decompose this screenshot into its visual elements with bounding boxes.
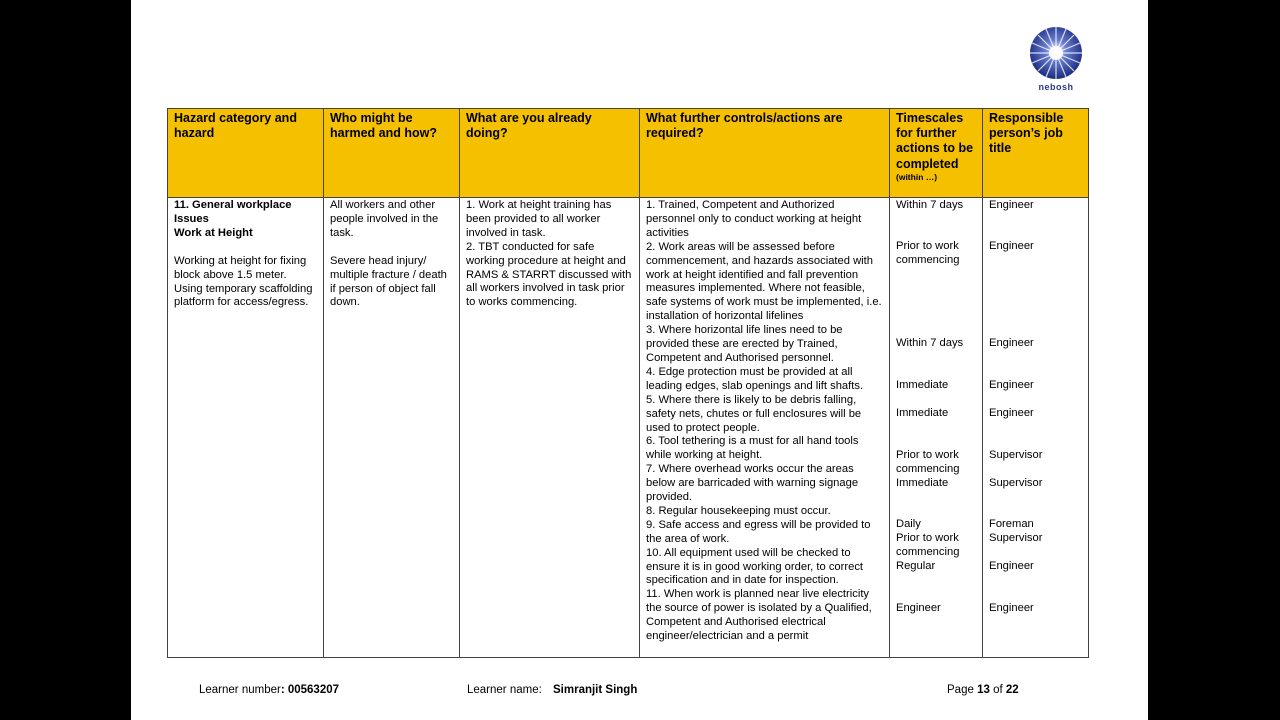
timescale-item: Immediate <box>896 379 949 391</box>
action-item: 3. Where horizontal life lines need to be provided these are erected by Trained, Competent and Authorised personnel. <box>646 324 843 364</box>
timescales-cell <box>890 198 983 658</box>
page-total: 22 <box>1005 684 1019 696</box>
timescale-item: Prior to work commencing <box>896 449 960 475</box>
timescale-item: Within 7 days <box>896 199 964 211</box>
timescale-item: Within 7 days <box>896 337 964 349</box>
header-further: What further controls/actions are required? <box>640 109 890 198</box>
footer-learner-name <box>467 684 637 696</box>
action-item: 9. Safe access and egress will be provided to the area of work. <box>646 518 871 545</box>
header-hazard: Hazard category and hazard <box>168 109 324 198</box>
timescale-item: Daily <box>896 518 921 530</box>
timescale-item: Immediate <box>896 477 949 489</box>
action-item: 4. Edge protection must be provided at all leading edges, slab openings and lift shafts. <box>646 365 864 392</box>
doing-text: 1. Work at height training has been provided to all worker involved in task. <box>466 199 612 239</box>
header-who: Who might be harmed and how? <box>324 109 460 198</box>
who-text: Severe head injury/ multiple fracture / death if person of object fall down. <box>330 254 447 309</box>
responsible-item: Supervisor <box>989 449 1043 461</box>
timescale-item: Regular <box>896 560 936 572</box>
learner-number-label: Learner number <box>199 684 281 696</box>
responsible-item: Engineer <box>989 199 1034 211</box>
header-responsible: Responsible person’s job title <box>983 109 1089 198</box>
table-row <box>168 198 1089 658</box>
action-item: 6. Tool tethering is a must for all hand tools while working at height. <box>646 435 859 462</box>
document-page <box>131 0 1148 720</box>
doing-cell <box>460 198 640 658</box>
nebosh-logo-text: nebosh <box>1038 82 1074 92</box>
action-item: 10. All equipment used will be checked to ensure it is in good working order, to correct specification and in date for inspection. <box>646 546 864 587</box>
action-item: 2. Work areas will be assessed before commencement, and hazards associated with work at height identified and fall prevention measures implemented. Where not feasible, safe systems of work must be implemented, i.e. installation of horizontal lifelines <box>646 240 882 323</box>
responsible-item: Engineer <box>989 379 1034 391</box>
action-item: 8. Regular housekeeping must occur. <box>646 504 831 517</box>
action-item: 1. Trained, Competent and Authorized personnel only to conduct working at height activities <box>646 199 862 239</box>
timescale-item: Immediate <box>896 407 949 419</box>
action-item: 7. Where overhead works occur the areas below are barricaded with warning signage provided. <box>646 463 859 504</box>
timescale-item: Prior to work commencing <box>896 532 960 558</box>
responsible-item: Engineer <box>989 337 1034 349</box>
responsible-item: Supervisor <box>989 477 1043 489</box>
header-timescales <box>890 109 983 198</box>
responsible-item: Engineer <box>989 602 1034 614</box>
learner-number-value: : 00563207 <box>280 684 340 696</box>
hazard-cell <box>168 198 324 658</box>
learner-name-label: Learner name: <box>467 684 542 696</box>
nebosh-globe-icon <box>1024 25 1088 83</box>
page-current: 13 <box>977 684 990 696</box>
responsible-item: Engineer <box>989 407 1034 419</box>
header-timescales-within: (within …) <box>896 171 938 182</box>
who-cell <box>324 198 460 658</box>
page-label: Page <box>947 684 974 696</box>
timescale-item: Engineer <box>896 602 941 614</box>
page-of: of <box>993 684 1003 696</box>
risk-assessment-table <box>167 108 1089 658</box>
header-doing: What are you already doing? <box>460 109 640 198</box>
responsible-cell <box>983 198 1089 658</box>
doing-text: 2. TBT conducted for safe working procedure at height and RAMS & STARRT discussed with all workers involved in task prior to works commencing. <box>466 240 632 309</box>
hazard-description: Using temporary scaffolding platform for access/egress. <box>174 282 313 309</box>
further-cell <box>640 198 890 658</box>
who-text: All workers and other people involved in the task. <box>330 199 439 239</box>
responsible-item: Engineer <box>989 560 1034 572</box>
table-header-row <box>168 109 1089 198</box>
hazard-category: 11. General workplace Issues <box>174 199 292 225</box>
action-item: 11. When work is planned near live electricity the source of power is isolated by a Qualified, Competent and Authorised electrical engineer/electrician and a permit <box>646 588 872 643</box>
responsible-item: Supervisor <box>989 532 1043 544</box>
header-timescales-label: Timescales for further actions to be completed <box>896 111 974 171</box>
hazard-name: Work at Height <box>174 226 253 239</box>
footer-page-number <box>947 684 1019 696</box>
responsible-item: Engineer <box>989 240 1034 252</box>
timescale-item: Prior to work commencing <box>896 240 960 266</box>
footer-learner-number <box>199 684 339 696</box>
nebosh-logo <box>1024 25 1088 95</box>
responsible-item: Foreman <box>989 518 1034 530</box>
action-item: 5. Where there is likely to be debris falling, safety nets, chutes or full enclosures will be used to protect people. <box>646 393 862 434</box>
learner-name-value: Simranjit Singh <box>553 684 638 696</box>
hazard-description: Working at height for fixing block above 1.5 meter. <box>174 254 307 281</box>
